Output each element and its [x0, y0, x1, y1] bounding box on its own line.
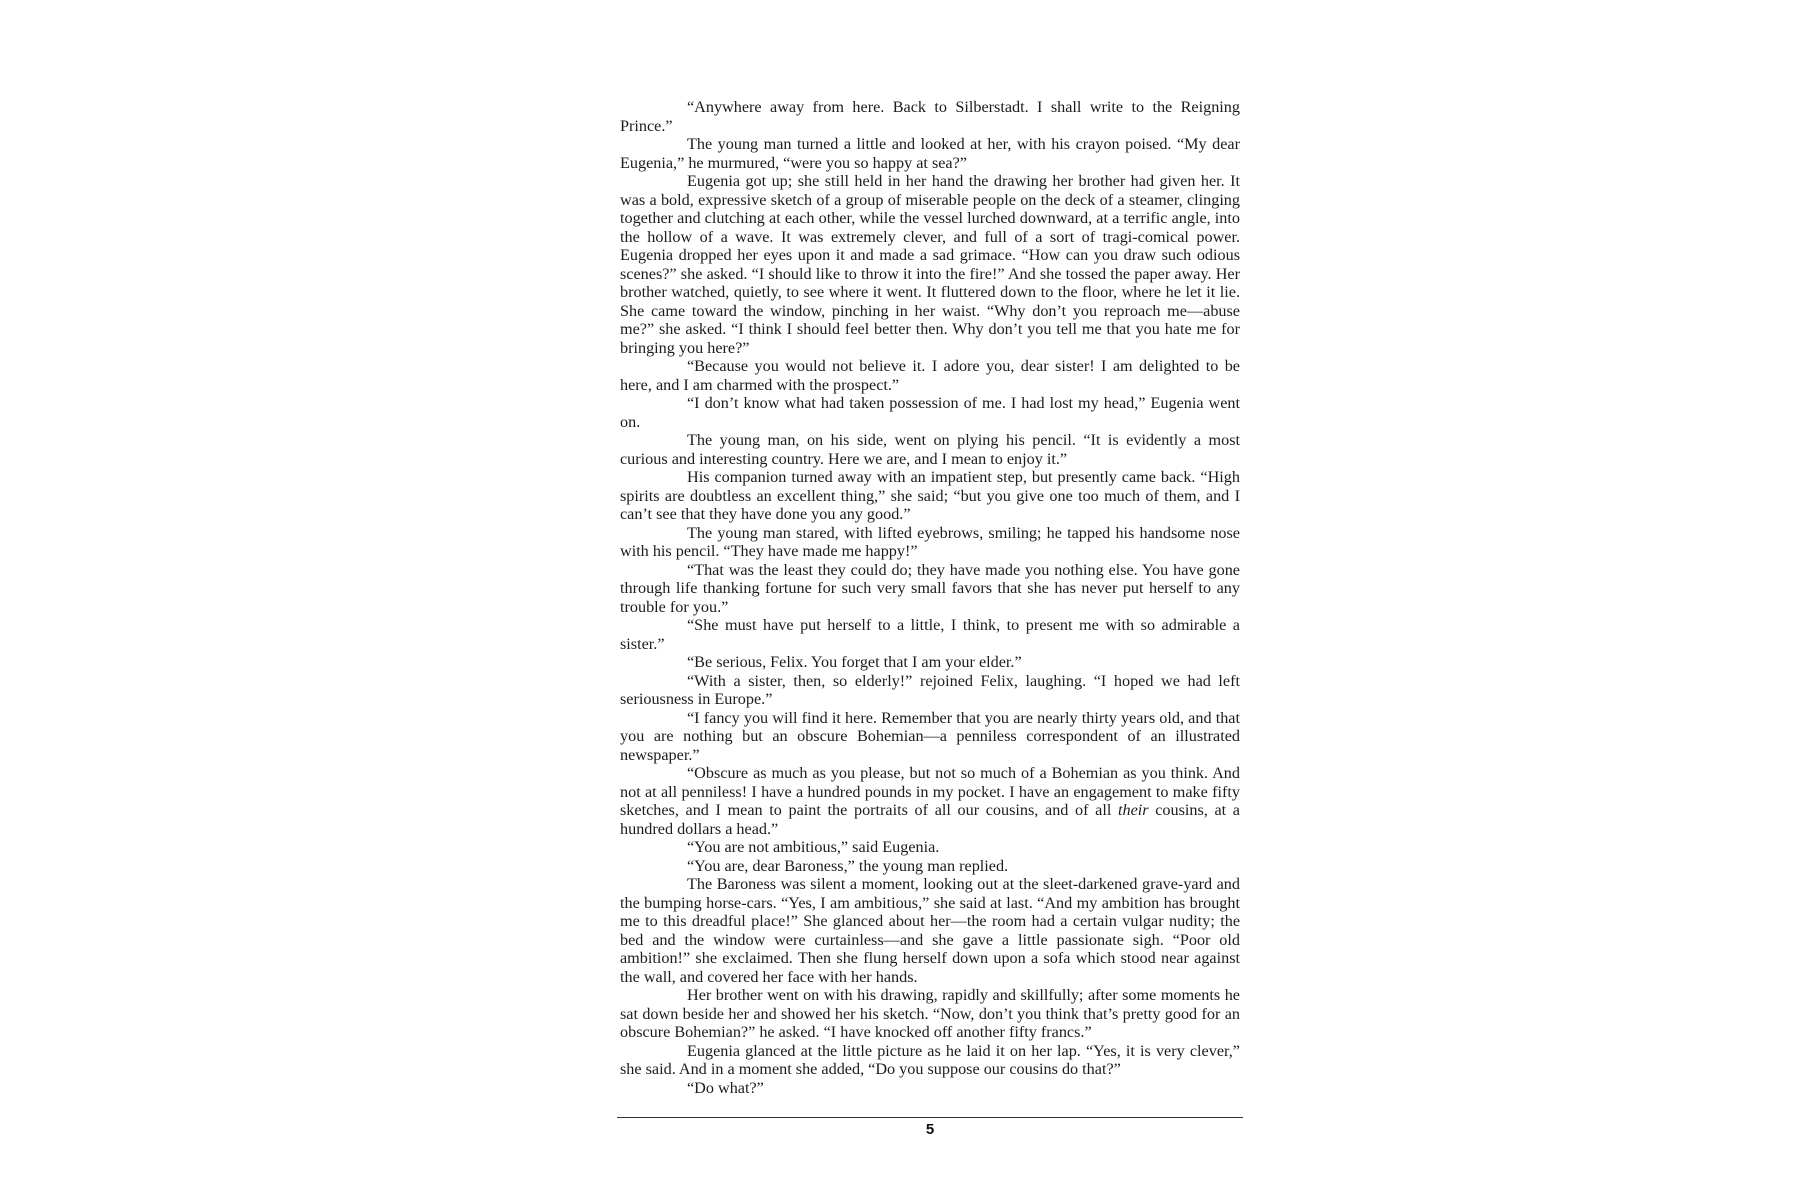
paragraph: The Baroness was silent a moment, looking out at the sleet-darkened grave-yard and the bumping horse-cars. “Yes, I am ambitious,” she said at last. “And my ambition has brought me to this dreadful place!” She glanced about her—the room had a certain vulgar nudity; the bed and the window were curtainless—and she gave a little passionate sigh. “Poor old ambition!” she exclaimed. Then she flung herself down upon a sofa which stood near against the wall, and covered her face with her hands. — [620, 875, 1240, 986]
footer-rule — [617, 1117, 1243, 1118]
paragraph: “Be serious, Felix. You forget that I am your elder.” — [687, 653, 1022, 671]
paragraph: The young man stared, with lifted eyebrows, smiling; he tapped his handsome nose with his pencil. “They have made me happy!” — [620, 523, 1240, 560]
paragraph: “Anywhere away from here. Back to Silberstadt. I shall write to the Reigning Prince.” — [620, 98, 1240, 135]
paragraph: “Do what?” — [687, 1078, 764, 1097]
paragraph: Eugenia glanced at the little picture as he laid it on her lap. “Yes, it is very clever,” she said. And in a moment she added, “Do you suppose our cousins do that?” — [620, 1041, 1240, 1078]
paragraph: “She must have put herself to a little, I think, to present me with so admirable a sister.” — [620, 616, 1240, 653]
paragraph-text: “Obscure as much as you please, but not so much of a Bohemian as you think. And not at all penniless! I have a hundred pounds in my pocket. I have an engagement to make fifty sketches, and I mean to paint the portraits of all our cousins, and of all — [620, 764, 1240, 819]
paragraph: “I don’t know what had taken possession of me. I had lost my head,” Eugenia went on. — [620, 394, 1240, 431]
italic-word: their — [1117, 801, 1149, 819]
document-page — [620, 98, 1240, 1097]
paragraph-text: cousins, at a hundred dollars a head.” — [620, 801, 1240, 838]
paragraph: “That was the least they could do; they have made you nothing else. You have gone through life thanking fortune for such very small favors that she has never put herself to any trouble for you.” — [620, 560, 1240, 616]
paragraph: “I fancy you will find it here. Remember that you are nearly thirty years old, and that you are nothing but an obscure Bohemian—a penniless correspondent of an illustrated newspaper.” — [620, 708, 1240, 764]
paragraph: “With a sister, then, so elderly!” rejoined Felix, laughing. “I hoped we had left seriousness in Europe.” — [620, 671, 1240, 708]
paragraph: “You are, dear Baroness,” the young man replied. — [687, 856, 1009, 875]
page-number: 5 — [925, 1121, 935, 1138]
paragraph: The young man, on his side, went on plying his pencil. “It is evidently a most curious and interesting country. Here we are, and I mean to enjoy it.” — [620, 431, 1240, 468]
paragraph: Eugenia got up; she still held in her hand the drawing her brother had given her. It was a bold, expressive sketch of a group of miserable people on the deck of a steamer, clinging together and clutching at each other, while the vessel lurched downward, at a terrific angle, into the hollow of a wave. It was extremely clever, and full of a sort of tragi-comical power. Eugenia dropped her eyes upon it and made a sad grimace. “How can you draw such odious scenes?” she asked. “I should like to throw it into the fire!” And she tossed the paper away. Her brother watched, quietly, to see where it went. It fluttered down to the floor, where he let it lie. She came toward the window, pinching in her waist. “Why don’t you reproach me—abuse me?” she asked. “I think I should feel better then. Why don’t you tell me that you hate me for bringing you here?” — [620, 172, 1240, 357]
paragraph: His companion turned away with an impatient step, but presently came back. “High spirits are doubtless an excellent thing,” she said; “but you give one too much of them, and I can’t see that they have done you any good.” — [620, 468, 1240, 523]
paragraph: Her brother went on with his drawing, rapidly and skillfully; after some moments he sat down beside her and showed her his sketch. “Now, don’t you think that’s pretty good for an obscure Bohemian?” he asked. “I have knocked off another fifty francs.” — [620, 986, 1240, 1041]
paragraph — [620, 764, 1240, 838]
paragraph: The young man turned a little and looked at her, with his crayon poised. “My dear Eugenia,” he murmured, “were you so happy at sea?” — [620, 135, 1240, 172]
paragraph: “You are not ambitious,” said Eugenia. — [687, 838, 940, 856]
paragraph: “Because you would not believe it. I adore you, dear sister! I am delighted to be here, and I am charmed with the prospect.” — [620, 357, 1240, 394]
